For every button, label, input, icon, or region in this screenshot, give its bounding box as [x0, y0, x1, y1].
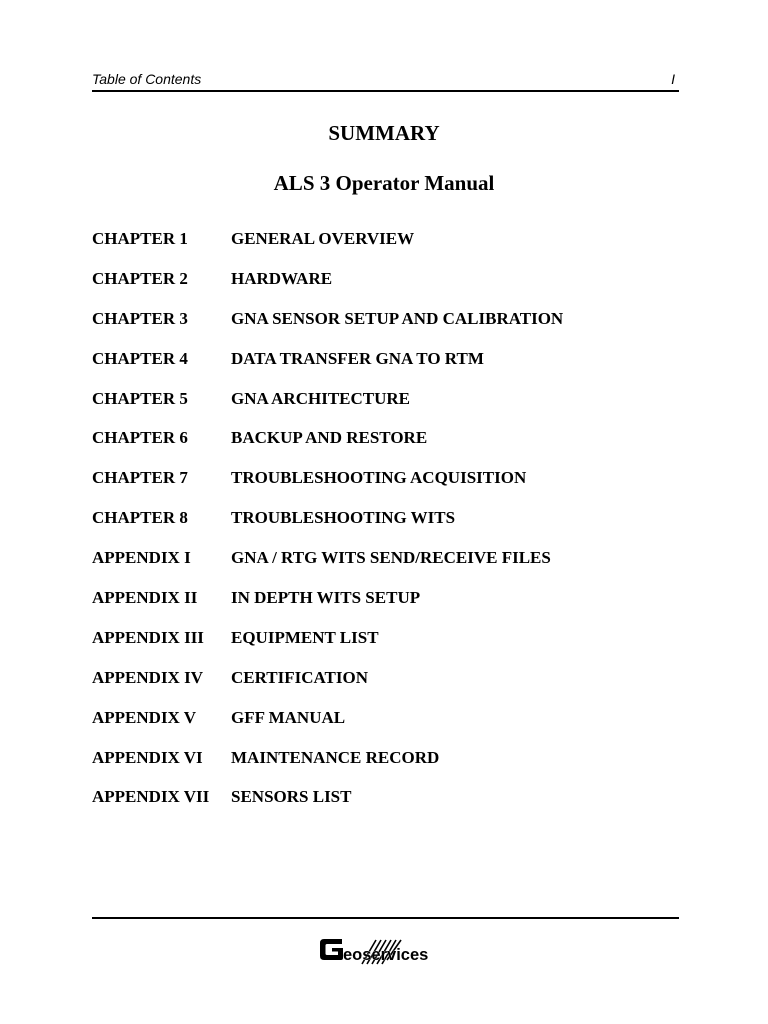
- header-divider: [92, 90, 679, 92]
- toc-entry-title: IN DEPTH WITS SETUP: [231, 588, 421, 608]
- toc-entry-label: CHAPTER 8: [92, 508, 188, 528]
- toc-entry: [92, 229, 679, 269]
- toc-entry: [92, 708, 679, 748]
- toc-entry-title: HARDWARE: [231, 268, 333, 288]
- toc-entry-title: MAINTENANCE RECORD: [231, 747, 440, 767]
- toc-entry: [92, 389, 679, 429]
- toc-entry-title: GNA / RTG WITS SEND/RECEIVE FILES: [231, 548, 551, 568]
- toc-entry: [92, 668, 679, 708]
- toc-entry-label: APPENDIX I: [92, 548, 191, 568]
- toc-entry-title: EQUIPMENT LIST: [231, 627, 379, 647]
- manual-title: ALS 3 Operator Manual: [273, 171, 495, 195]
- toc-entry: [92, 349, 679, 389]
- toc-entry: [92, 588, 679, 628]
- footer-divider: [92, 917, 679, 919]
- toc-entry-label: APPENDIX V: [92, 707, 197, 727]
- toc-entry-title: GNA ARCHITECTURE: [231, 388, 411, 408]
- toc-entry: [92, 468, 679, 508]
- summary-heading: SUMMARY: [328, 121, 440, 145]
- toc-entry: [92, 269, 679, 309]
- toc-entry: [92, 628, 679, 668]
- toc-entry-label: CHAPTER 3: [92, 308, 188, 328]
- toc-entry: [92, 428, 679, 468]
- toc-entry: [92, 508, 679, 548]
- header-page-number: I: [671, 71, 675, 87]
- toc-entry-title: BACKUP AND RESTORE: [231, 428, 428, 448]
- geoservices-logo: [320, 936, 450, 972]
- toc-entry-label: CHAPTER 5: [92, 388, 188, 408]
- toc-entry-title: GFF MANUAL: [231, 707, 346, 727]
- toc-entry-title: TROUBLESHOOTING WITS: [231, 508, 456, 528]
- toc-entry-label: CHAPTER 1: [92, 229, 188, 248]
- table-of-contents: [92, 229, 679, 827]
- toc-entry: [92, 787, 679, 827]
- toc-entry-title: GENERAL OVERVIEW: [231, 229, 415, 248]
- toc-entry-title: GNA SENSOR SETUP AND CALIBRATION: [231, 308, 564, 328]
- toc-entry: [92, 748, 679, 788]
- toc-entry-label: APPENDIX VII: [92, 787, 210, 807]
- toc-entry-label: CHAPTER 7: [92, 468, 188, 488]
- toc-entry-title: SENSORS LIST: [231, 787, 352, 807]
- toc-entry-label: CHAPTER 2: [92, 268, 188, 288]
- toc-entry-label: CHAPTER 6: [92, 428, 188, 448]
- toc-entry-label: APPENDIX III: [92, 627, 204, 647]
- toc-entry-label: APPENDIX II: [92, 588, 198, 608]
- toc-entry-label: CHAPTER 4: [92, 348, 188, 368]
- logo-wordmark: eoservices: [343, 946, 429, 964]
- header-section-title: Table of Contents: [92, 71, 202, 87]
- toc-entry-label: APPENDIX VI: [92, 747, 203, 767]
- toc-entry-title: TROUBLESHOOTING ACQUISITION: [231, 468, 527, 488]
- page-header: [92, 71, 679, 89]
- toc-entry-title: DATA TRANSFER GNA TO RTM: [231, 348, 484, 368]
- toc-entry: [92, 309, 679, 349]
- toc-entry-label: APPENDIX IV: [92, 667, 203, 687]
- toc-entry-title: CERTIFICATION: [231, 667, 368, 687]
- toc-entry: [92, 548, 679, 588]
